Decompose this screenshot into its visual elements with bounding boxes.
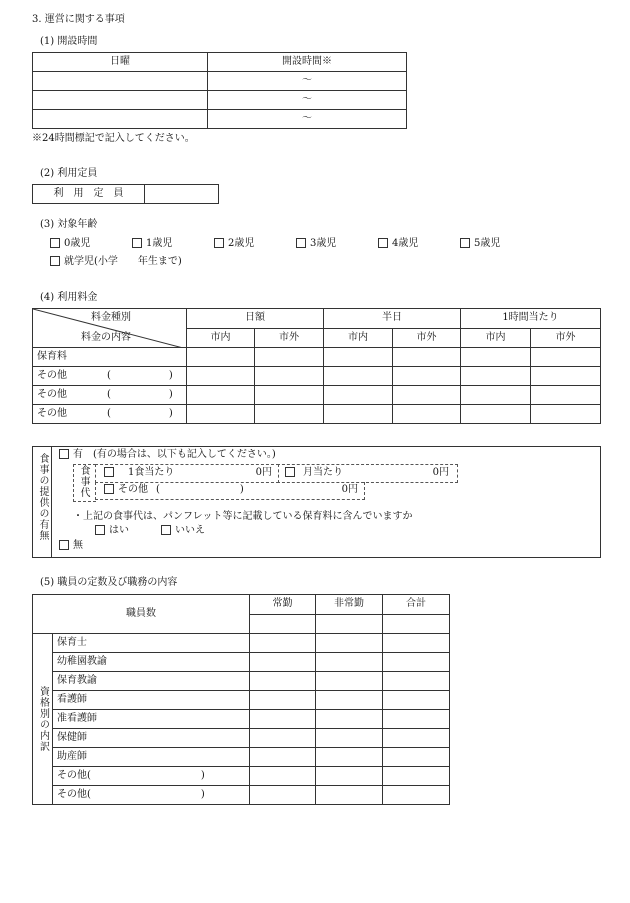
hours-time-cell[interactable]: ～	[208, 110, 407, 129]
fee-cell[interactable]	[393, 348, 461, 367]
checkbox-icon[interactable]	[104, 484, 114, 494]
age-option-label: 5歳児	[474, 238, 501, 249]
staff-table	[32, 594, 450, 805]
meal-other-cell[interactable]	[95, 482, 365, 500]
per-month-cell[interactable]	[277, 464, 458, 483]
age-option-4[interactable]	[378, 238, 418, 250]
staff-side-label-text: 資格別の内訳	[37, 686, 49, 752]
fees-row-label-text: その他	[37, 370, 67, 381]
fees-corner-bottom: 料金の内容	[81, 332, 131, 343]
staff-cell[interactable]	[383, 710, 450, 729]
meals-yes-option[interactable]	[59, 449, 276, 461]
fees-row-label	[33, 405, 187, 424]
answer-no-label: いいえ	[175, 525, 205, 536]
fees-row-label	[33, 367, 187, 386]
fees-sub-header: 市内	[187, 328, 255, 348]
hours-time-cell[interactable]: ～	[208, 72, 407, 91]
staff-heading: (5) 職員の定数及び職務の内容	[40, 577, 178, 588]
meals-box	[32, 446, 601, 558]
staff-cell[interactable]	[316, 710, 383, 729]
fee-cell[interactable]	[461, 405, 531, 424]
staff-row-label: 保育士	[53, 634, 250, 653]
fees-group-halfday: 半日	[324, 309, 461, 329]
staff-cell[interactable]	[383, 653, 450, 672]
fees-group-hourly: 1時間当たり	[461, 309, 601, 329]
paren-close: )	[168, 370, 173, 381]
fee-cell[interactable]	[324, 367, 393, 386]
fees-corner-cell	[33, 309, 187, 348]
hours-day-cell[interactable]	[33, 91, 208, 110]
meal-fee-label-box	[73, 464, 96, 502]
staff-col-part: 非常勤	[316, 595, 383, 615]
age-option-label: 1歳児	[146, 238, 173, 249]
fees-row-label	[33, 348, 187, 367]
staff-cell[interactable]	[316, 634, 383, 653]
meals-side-label	[33, 447, 52, 557]
capacity-label: 利 用 定 員	[33, 185, 145, 204]
fee-cell[interactable]	[187, 405, 255, 424]
paren-close: )	[200, 770, 205, 781]
checkbox-icon[interactable]	[161, 525, 171, 535]
staff-other-label: その他(	[57, 789, 91, 800]
checkbox-icon[interactable]	[59, 449, 69, 459]
fee-cell[interactable]	[187, 348, 255, 367]
staff-cell[interactable]	[316, 672, 383, 691]
paren-open: (	[107, 408, 111, 419]
answer-yes-option[interactable]	[95, 525, 129, 537]
checkbox-icon[interactable]	[214, 238, 224, 248]
fees-sub-header: 市外	[531, 328, 601, 348]
age-option-school[interactable]	[50, 256, 182, 268]
fees-sub-header: 市内	[461, 328, 531, 348]
paren-open: (	[156, 484, 160, 495]
meals-no-option[interactable]	[59, 540, 83, 552]
staff-col-full: 常勤	[250, 595, 316, 615]
fees-sub-header: 市外	[393, 328, 461, 348]
fee-cell[interactable]	[393, 367, 461, 386]
fee-cell[interactable]	[531, 405, 601, 424]
fees-row	[33, 367, 601, 386]
staff-cell[interactable]	[250, 729, 316, 748]
staff-other-label: その他(	[57, 770, 91, 781]
answer-no-option[interactable]	[161, 525, 205, 537]
capacity-value-field[interactable]	[145, 185, 219, 204]
hours-col-time: 開設時間※	[208, 53, 407, 72]
meal-included-question: ・上記の食事代は、パンフレット等に記載している保育料に含んでいますか	[73, 511, 413, 522]
checkbox-icon[interactable]	[95, 525, 105, 535]
staff-cell[interactable]	[383, 691, 450, 710]
staff-cell[interactable]	[383, 672, 450, 691]
staff-cell[interactable]	[316, 691, 383, 710]
staff-col-total: 合計	[383, 595, 450, 615]
paren-open: (	[107, 389, 111, 400]
fee-cell[interactable]	[393, 386, 461, 405]
fees-sub-header: 市内	[324, 328, 393, 348]
age-option-label: 0歳児	[64, 238, 91, 249]
staff-cell[interactable]	[316, 767, 383, 786]
fees-row	[33, 348, 601, 367]
answer-yes-label: はい	[109, 525, 129, 536]
hours-col-day: 日曜	[33, 53, 208, 72]
meals-yes-note: (有の場合は、以下も記入してください。)	[93, 449, 276, 460]
age-option-label: 2歳児	[228, 238, 255, 249]
fees-row-label	[33, 386, 187, 405]
paren-close: )	[200, 789, 205, 800]
per-month-unit: 0円	[432, 467, 449, 478]
fee-cell[interactable]	[531, 367, 601, 386]
hours-heading: (1) 開設時間	[40, 36, 98, 47]
staff-cell[interactable]	[250, 767, 316, 786]
age-option-1[interactable]	[132, 238, 172, 250]
checkbox-icon[interactable]	[296, 238, 306, 248]
age-option-5[interactable]	[460, 238, 500, 250]
fees-sub-header: 市外	[255, 328, 324, 348]
staff-row-label-other	[53, 767, 250, 786]
staff-row-label: 助産師	[53, 748, 250, 767]
staff-cell[interactable]	[316, 748, 383, 767]
staff-row-label: 保育教諭	[53, 672, 250, 691]
fee-cell[interactable]	[324, 386, 393, 405]
fees-row	[33, 386, 601, 405]
staff-total-cell[interactable]	[316, 614, 383, 634]
staff-cell[interactable]	[383, 786, 450, 805]
staff-cell[interactable]	[383, 729, 450, 748]
fee-cell[interactable]	[531, 386, 601, 405]
hours-day-cell[interactable]	[33, 110, 208, 129]
meal-other-label: その他	[118, 484, 148, 495]
hours-day-cell[interactable]	[33, 72, 208, 91]
checkbox-icon[interactable]	[59, 540, 69, 550]
checkbox-icon[interactable]	[460, 238, 470, 248]
staff-row-label: 准看護師	[53, 710, 250, 729]
capacity-heading: (2) 利用定員	[40, 168, 98, 179]
staff-cell[interactable]	[250, 710, 316, 729]
staff-cell[interactable]	[250, 634, 316, 653]
fee-cell[interactable]	[461, 348, 531, 367]
staff-row-label-other	[53, 786, 250, 805]
hours-table	[32, 52, 407, 129]
fees-row	[33, 405, 601, 424]
staff-cell[interactable]	[316, 729, 383, 748]
checkbox-icon[interactable]	[378, 238, 388, 248]
staff-col-header: 職員数	[33, 595, 250, 634]
fee-cell[interactable]	[187, 367, 255, 386]
per-meal-label: 1食当たり	[128, 467, 175, 478]
staff-total-cell[interactable]	[383, 614, 450, 634]
fee-cell[interactable]	[255, 348, 324, 367]
age-option-0[interactable]	[50, 238, 90, 250]
fees-table	[32, 308, 601, 424]
section-title: 3. 運営に関する事項	[32, 14, 125, 25]
fees-row-label-text: 保育料	[37, 351, 67, 362]
fees-heading: (4) 利用料金	[40, 292, 98, 303]
fee-cell[interactable]	[393, 405, 461, 424]
age-option-3[interactable]	[296, 238, 336, 250]
staff-cell[interactable]	[250, 672, 316, 691]
hours-note: ※24時間標記で記入してください。	[32, 133, 195, 144]
hours-time-cell[interactable]: ～	[208, 91, 407, 110]
staff-row-label: 看護師	[53, 691, 250, 710]
staff-cell[interactable]	[250, 748, 316, 767]
fees-corner-top: 料金種別	[91, 312, 131, 323]
per-meal-unit: 0円	[255, 467, 272, 478]
checkbox-icon[interactable]	[50, 238, 60, 248]
fees-row-label-text: その他	[37, 389, 67, 400]
staff-cell[interactable]	[316, 653, 383, 672]
meals-no-label: 無	[73, 540, 83, 551]
paren-close: )	[168, 408, 173, 419]
staff-cell[interactable]	[316, 786, 383, 805]
paren-open: (	[107, 370, 111, 381]
fee-cell[interactable]	[255, 405, 324, 424]
paren-close: )	[239, 484, 244, 495]
fee-cell[interactable]	[324, 405, 393, 424]
staff-cell[interactable]	[383, 634, 450, 653]
fee-cell[interactable]	[324, 348, 393, 367]
fee-cell[interactable]	[461, 367, 531, 386]
staff-row-label: 保健師	[53, 729, 250, 748]
fee-cell[interactable]	[531, 348, 601, 367]
fee-cell[interactable]	[255, 386, 324, 405]
age-option-label: 4歳児	[392, 238, 419, 249]
per-month-label: 月当たり	[303, 467, 343, 478]
school-age-label: 就学児(小学	[64, 256, 118, 267]
fee-cell[interactable]	[255, 367, 324, 386]
meals-yes-label: 有	[73, 449, 83, 460]
staff-row-label: 幼稚園教諭	[53, 653, 250, 672]
meals-side-label-text: 食事の提供の有無	[37, 453, 48, 541]
staff-cell[interactable]	[383, 767, 450, 786]
meal-fee-label: 食事代	[78, 465, 89, 498]
school-age-suffix: 年生まで)	[137, 256, 182, 267]
meal-fee-box	[73, 464, 457, 500]
staff-side-label	[33, 634, 53, 805]
capacity-table	[32, 184, 219, 204]
ages-heading: (3) 対象年齢	[40, 219, 98, 230]
fees-row-label-text: その他	[37, 408, 67, 419]
fee-cell[interactable]	[187, 386, 255, 405]
staff-cell[interactable]	[250, 653, 316, 672]
checkbox-icon[interactable]	[132, 238, 142, 248]
age-option-2[interactable]	[214, 238, 254, 250]
staff-cell[interactable]	[250, 691, 316, 710]
staff-cell[interactable]	[383, 748, 450, 767]
staff-cell[interactable]	[250, 786, 316, 805]
checkbox-icon[interactable]	[285, 467, 295, 477]
checkbox-icon[interactable]	[50, 256, 60, 266]
paren-close: )	[168, 389, 173, 400]
age-option-label: 3歳児	[310, 238, 337, 249]
meal-other-unit: 0円	[341, 484, 358, 495]
fee-cell[interactable]	[461, 386, 531, 405]
fees-group-daily: 日額	[187, 309, 324, 329]
checkbox-icon[interactable]	[104, 467, 114, 477]
per-meal-cell[interactable]	[95, 464, 279, 483]
staff-total-cell[interactable]	[250, 614, 316, 634]
